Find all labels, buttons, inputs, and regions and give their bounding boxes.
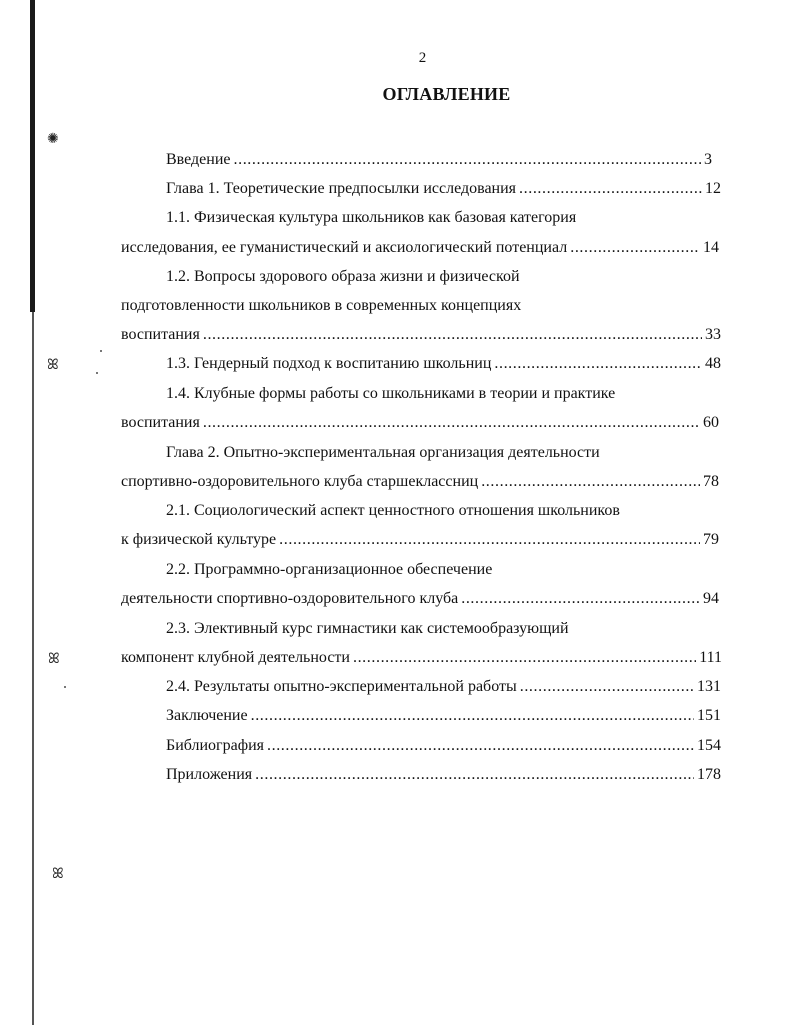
dot-leader <box>234 150 702 170</box>
toc-entry-page: 79 <box>703 531 719 548</box>
toc-entry-appendices[interactable] <box>166 765 721 785</box>
toc-entry-text: деятельности спортивно-оздоровительного клуба <box>121 590 459 607</box>
toc-entry-page: 78 <box>703 473 719 490</box>
toc-entry-text: 1.1. Физическая культура школьников как базовая категория <box>166 209 577 226</box>
toc-entry-text: 2.2. Программно-организационное обеспечение <box>166 561 493 578</box>
toc-entry-text: 2.4. Результаты опытно-экспериментальной работы <box>166 678 517 695</box>
toc-entry-section-2-3-cont[interactable] <box>121 648 722 668</box>
toc-entry-text: Глава 1. Теоретические предпосылки исследования <box>166 180 517 197</box>
toc-entry-section-1-3[interactable] <box>166 354 721 374</box>
swirl-mark-icon: ꕤ <box>47 357 59 373</box>
scan-edge-line-thin <box>32 312 34 1025</box>
toc-entry-page: 33 <box>705 326 721 343</box>
dot-leader <box>279 530 700 550</box>
dot-leader <box>494 354 702 374</box>
speck <box>100 350 102 352</box>
toc-entry-section-2-2-cont[interactable] <box>121 589 719 609</box>
toc-entry-text: 1.2. Вопросы здорового образа жизни и физической <box>166 268 520 285</box>
toc-entry-text: подготовленности школьников в современных концепциях <box>121 297 522 314</box>
dot-leader <box>267 736 694 756</box>
toc-entry-section-1-2[interactable] <box>166 267 520 287</box>
toc-entry-text: Глава 2. Опытно-экспериментальная организация деятельности <box>166 444 600 461</box>
toc-entry-text: воспитания <box>121 414 200 431</box>
toc-entry-text: компонент клубной деятельности <box>121 649 350 666</box>
dot-leader <box>570 238 700 258</box>
toc-entry-section-1-1[interactable] <box>166 208 576 228</box>
toc-entry-page: 131 <box>697 678 721 695</box>
toc-entry-section-1-1-cont[interactable] <box>121 238 719 258</box>
toc-entry-page: 94 <box>703 590 719 607</box>
dot-leader <box>203 413 700 433</box>
toc-entry-page: 111 <box>699 649 722 666</box>
scan-edge-line <box>30 0 35 312</box>
dot-leader <box>461 589 700 609</box>
toc-entry-page: 154 <box>697 737 721 754</box>
dot-leader <box>255 765 694 785</box>
dot-leader <box>519 179 702 199</box>
toc-entry-text: исследования, ее гуманистический и аксиологический потенциал <box>121 239 568 256</box>
toc-entry-section-1-4[interactable] <box>166 384 615 404</box>
speck <box>64 686 66 688</box>
toc-entry-conclusion[interactable] <box>166 706 721 726</box>
toc-entry-text: Введение <box>166 151 231 168</box>
toc-entry-page: 3 <box>704 151 712 168</box>
toc-entry-section-2-4[interactable] <box>166 677 721 697</box>
toc-entry-text: Заключение <box>166 707 248 724</box>
toc-entry-chapter-1[interactable] <box>166 179 721 199</box>
dot-leader <box>520 677 694 697</box>
speck <box>96 372 98 374</box>
toc-entry-bibliography[interactable] <box>166 736 721 756</box>
dot-leader <box>203 325 702 345</box>
toc-entry-section-2-1[interactable] <box>166 501 620 521</box>
toc-entry-section-2-3[interactable] <box>166 619 569 639</box>
toc-entry-text: 1.3. Гендерный подход к воспитанию школьниц <box>166 355 492 372</box>
toc-entry-text: Приложения <box>166 766 253 783</box>
toc-entry-text: 2.1. Социологический аспект ценностного отношения школьников <box>166 502 620 519</box>
dot-leader <box>481 472 700 492</box>
toc-entry-section-1-4-cont[interactable] <box>121 413 719 433</box>
toc-entry-chapter-2[interactable] <box>166 443 600 463</box>
page-number: 2 <box>418 50 427 66</box>
toc-entry-text: воспитания <box>121 326 200 343</box>
toc-title: ОГЛАВЛЕНИЕ <box>382 84 511 104</box>
swirl-mark-icon: ꕤ <box>48 651 60 667</box>
toc-entry-chapter-2-cont[interactable] <box>121 472 719 492</box>
toc-entry-page: 14 <box>703 239 719 256</box>
toc-entry-page: 151 <box>697 707 721 724</box>
toc-entry-page: 60 <box>703 414 719 431</box>
toc-entry-text: к физической культуре <box>121 531 277 548</box>
swirl-mark-icon: ꕤ <box>52 866 64 882</box>
toc-entry-text: 1.4. Клубные формы работы со школьниками в теории и практике <box>166 385 616 402</box>
toc-entry-text: Библиография <box>166 737 264 754</box>
toc-entry-section-1-2-cont[interactable] <box>121 296 521 316</box>
sun-mark-icon: ✺ <box>47 131 59 147</box>
toc-entry-page: 178 <box>697 766 721 783</box>
toc-entry-text: 2.3. Элективный курс гимнастики как системообразующий <box>166 620 569 637</box>
toc-entry-page: 48 <box>705 355 721 372</box>
toc-entry-section-2-2[interactable] <box>166 560 492 580</box>
toc-entry-text: спортивно-оздоровительного клуба старшеклассниц <box>121 473 479 490</box>
toc-entry-section-1-2-end[interactable] <box>121 325 721 345</box>
toc-entry-section-2-1-cont[interactable] <box>121 530 719 550</box>
toc-entry-page: 12 <box>705 180 721 197</box>
dot-leader <box>353 648 696 668</box>
dot-leader <box>251 706 694 726</box>
toc-entry-introduction[interactable] <box>166 150 712 170</box>
